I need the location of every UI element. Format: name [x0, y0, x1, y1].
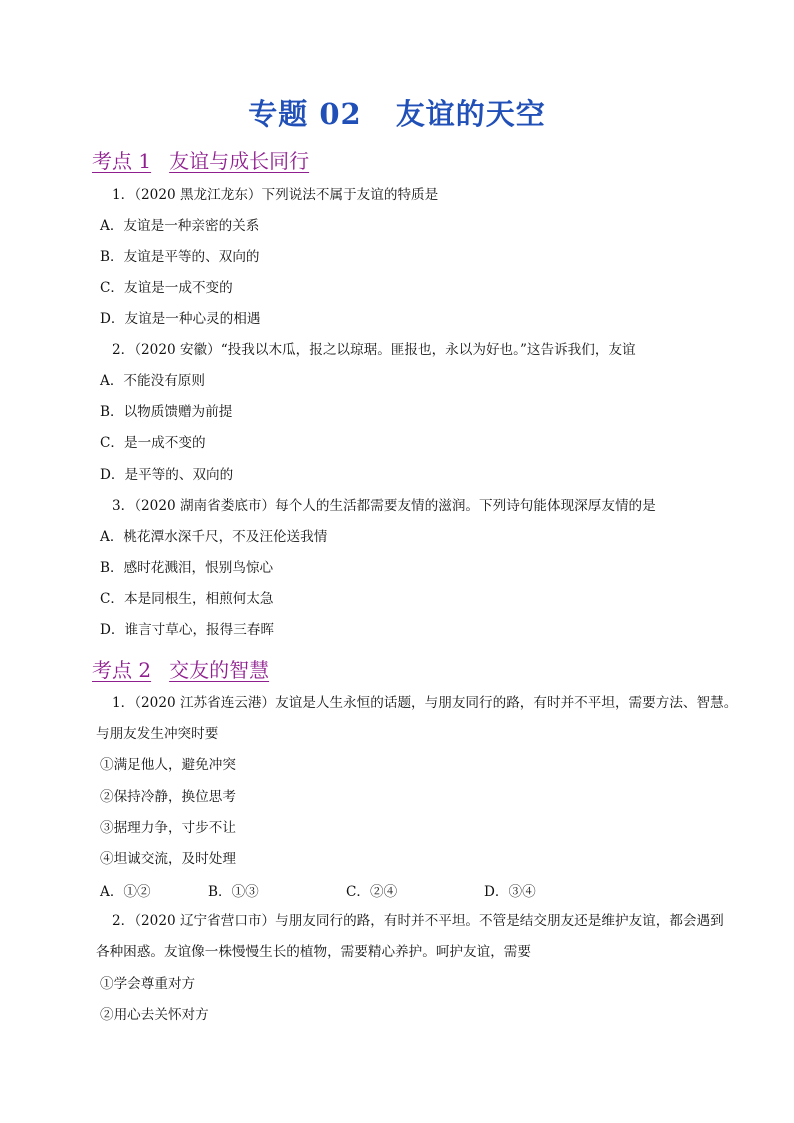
question-1-1-stem: 1．（2020 黑龙江龙东）下列说法不属于友谊的特质是 — [112, 187, 439, 203]
question-1-2-option-b: B．以物质馈赠为前提 — [100, 404, 233, 420]
question-2-2-statement-1: ①学会尊重对方 — [100, 976, 196, 992]
question-1-2-option-a: A．不能没有原则 — [100, 373, 205, 389]
section-heading-1-number: 考点 1 — [92, 149, 152, 173]
question-1-1-option-a: A．友谊是一种亲密的关系 — [100, 218, 260, 234]
question-1-2-option-c: C．是一成不变的 — [100, 435, 206, 451]
question-1-3-option-b: B．感时花溅泪，恨别鸟惊心 — [100, 560, 274, 576]
question-2-1-choice-c: C．②④ — [346, 884, 398, 900]
question-2-1-stem-line-2: 与朋友发生冲突时要 — [96, 726, 219, 742]
question-2-1-statement-4: ④坦诚交流，及时处理 — [100, 851, 236, 867]
question-1-3-option-c: C．本是同根生，相煎何太急 — [100, 591, 274, 607]
page-title — [0, 92, 794, 133]
section-heading-2 — [92, 654, 269, 683]
section-heading-1 — [92, 145, 309, 174]
question-2-1-statement-1: ①满足他人，避免冲突 — [100, 757, 236, 773]
question-2-1-choice-b: B．①③ — [208, 884, 259, 900]
section-heading-1-text: 友谊与成长同行 — [169, 149, 310, 173]
question-1-1-option-b: B．友谊是平等的、双向的 — [100, 249, 260, 265]
question-1-2-stem: 2．（2020 安徽）“投我以木瓜，报之以琼琚。匪报也，永以为好也。”这告诉我们，友谊 — [112, 342, 636, 358]
question-2-1-choice-a: A．①② — [100, 884, 151, 900]
question-2-1-statement-2: ②保持冷静，换位思考 — [100, 789, 236, 805]
section-heading-2-text: 交友的智慧 — [169, 658, 270, 682]
question-1-3-option-a: A．桃花潭水深千尺，不及汪伦送我情 — [100, 529, 328, 545]
question-1-2-option-d: D．是平等的、双向的 — [100, 467, 234, 483]
title-prefix: 专题 02 — [248, 97, 362, 131]
question-1-3-stem: 3．（2020 湖南省娄底市）每个人的生活都需要友情的滋润。下列诗句能体现深厚友情的是 — [112, 498, 656, 514]
question-1-3-option-d: D．谁言寸草心，报得三春晖 — [100, 622, 275, 638]
question-2-2-statement-2: ②用心去关怀对方 — [100, 1007, 209, 1023]
question-2-1-stem-line-1: 1．（2020 江苏省连云港）友谊是人生永恒的话题，与朋友同行的路，有时并不平坦，需要方法、智慧。 — [112, 695, 738, 711]
title-text: 友谊的天空 — [395, 97, 546, 131]
question-2-2-stem-line-2: 各种困惑。友谊像一株慢慢生长的植物，需要精心养护。呵护友谊，需要 — [96, 944, 531, 960]
question-2-1-choice-d: D．③④ — [484, 884, 536, 900]
section-heading-2-number: 考点 2 — [92, 658, 152, 682]
question-1-1-option-c: C．友谊是一成不变的 — [100, 280, 233, 296]
question-1-1-option-d: D．友谊是一种心灵的相遇 — [100, 311, 261, 327]
question-2-1-statement-3: ③据理力争，寸步不让 — [100, 820, 236, 836]
question-2-2-stem-line-1: 2．（2020 辽宁省营口市）与朋友同行的路，有时并不平坦。不管是结交朋友还是维护友谊，都会遇到 — [112, 913, 724, 929]
